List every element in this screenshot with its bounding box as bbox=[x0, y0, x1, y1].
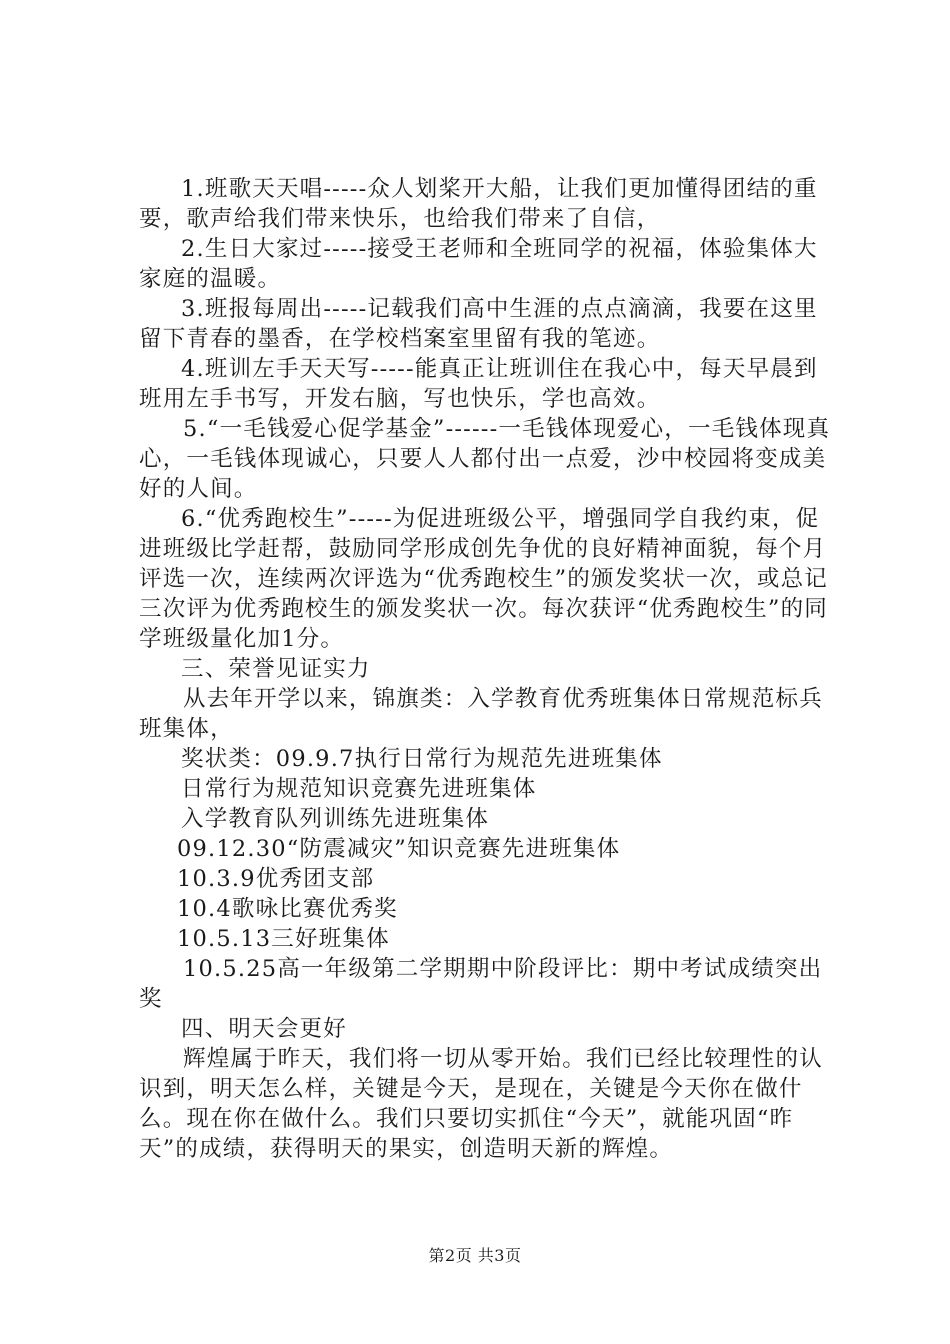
award-item: 日常行为规范知识竞赛先进班集体 bbox=[181, 776, 537, 802]
award-item: 10.5.13三好班集体 bbox=[177, 926, 390, 952]
paragraph-awards-intro: 奖状类：09.9.7执行日常行为规范先进班集体 bbox=[181, 746, 663, 772]
award-item: 10.4歌咏比赛优秀奖 bbox=[177, 896, 398, 922]
paragraph-class-newspaper: 3.班报每周出-----记载我们高中生涯的点点滴滴，我要在这里留下青春的墨香，在学校档案室里留有我的笔迹。 bbox=[139, 296, 818, 352]
section-heading-honors: 三、荣誉见证实力 bbox=[181, 656, 371, 682]
award-item: 10.3.9优秀团支部 bbox=[177, 866, 375, 892]
paragraph-class-motto: 4.班训左手天天写-----能真正让班训住在我心中，每天早晨到班用左手书写，开发右脑，写也快乐，学也高效。 bbox=[139, 356, 818, 412]
paragraph-excellent-commuter: 6.“优秀跑校生”-----为促进班级公平，增强同学自我约束，促进班级比学赶帮，鼓励同学形成创先争优的良好精神面貌，每个月评选一次，连续两次评选为“优秀跑校生”的颁发奖状一次，或总记三次评为优秀跑校生的颁发奖状一次。每次获评“优秀跑校生”的同学班级量化加1分。 bbox=[139, 506, 829, 652]
paragraph-birthday: 2.生日大家过-----接受王老师和全班同学的祝福，体验集体大家庭的温暖。 bbox=[139, 236, 818, 292]
paragraph-class-song: 1.班歌天天唱-----众人划桨开大船，让我们更加懂得团结的重要，歌声给我们带来快乐，也给我们带来了自信， bbox=[139, 176, 818, 232]
page-number-footer: 第2页 共3页 bbox=[428, 1246, 522, 1265]
paragraph-pennants: 从去年开学以来，锦旗类：入学教育优秀班集体日常规范标兵班集体， bbox=[139, 686, 823, 742]
document-body bbox=[139, 174, 839, 1164]
paragraph-conclusion: 辉煌属于昨天，我们将一切从零开始。我们已经比较理性的认识到，明天怎么样，关键是今天，是现在，关键是今天你在做什么。现在你在做什么。我们只要切实抓住“今天”，就能巩固“昨天”的成绩，获得明天的果实，创造明天新的辉煌。 bbox=[139, 1046, 823, 1162]
award-item: 10.5.25高一年级第二学期期中阶段评比：期中考试成绩突出奖 bbox=[139, 956, 823, 1012]
section-heading-tomorrow: 四、明天会更好 bbox=[181, 1016, 347, 1042]
award-item: 入学教育队列训练先进班集体 bbox=[181, 806, 490, 832]
paragraph-love-fund: 5.“一毛钱爱心促学基金”------一毛钱体现爱心，一毛钱体现真心，一毛钱体现诚心，只要人人都付出一点爱，沙中校园将变成美好的人间。 bbox=[139, 416, 831, 502]
award-item: 09.12.30“防震减灾”知识竞赛先进班集体 bbox=[177, 836, 621, 862]
